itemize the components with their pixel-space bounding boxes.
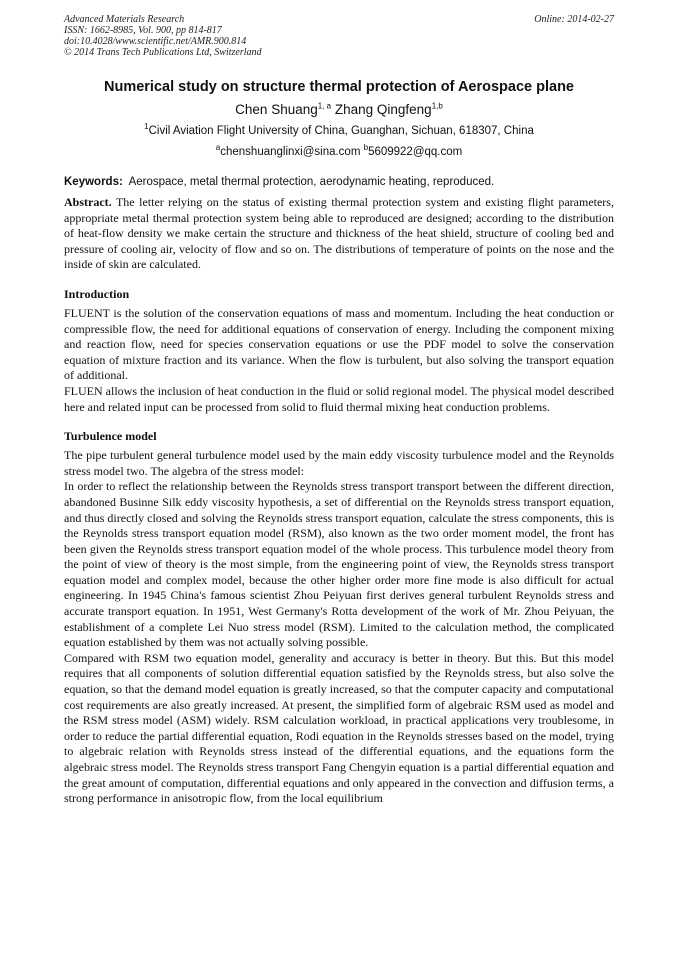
affiliation xyxy=(64,124,614,139)
email-line xyxy=(64,145,614,160)
paragraph: Compared with RSM two equation model, generality and accuracy is better in theory. But this. But this model requires that all components of solution differential equation satisfied by the Reynolds stress, but also solve the equation, so that the demand model equation is greatly increased, so that the computer capacity and computational cost requirements are also greatly increased. At present, the simplified form of algebraic RSM used as model and the RSM stress model (ASM) widely. RSM calculation workload, in practical applications very troublesome, in order to reduce the partial differential equation, Rodi equation in the Reynolds stresses based on the model, trying to algebraic relation with Reynolds stress instead of the differential equations, and the equations form the algebraic stress model. The Reynolds stress transport Fang Chengyin equation is a partial differential equation and the great amount of computation, differential equations and only appeared in the convection and diffusion terms, a strong performance in anisotropic flow, from the local equilibrium xyxy=(64,650,614,806)
author-superscript: 1,b xyxy=(431,101,443,111)
doi-line: doi:10.4028/www.scientific.net/AMR.900.814 xyxy=(64,36,247,47)
issn-line: ISSN: 1662-8985, Vol. 900, pp 814-817 xyxy=(64,25,222,36)
online-date: Online: 2014-02-27 xyxy=(534,14,614,25)
author-name: Zhang Qingfeng xyxy=(334,102,432,117)
email-superscript: b xyxy=(363,143,369,153)
author-name: Chen Shuang xyxy=(235,102,318,117)
keywords-text: Aerospace, metal thermal protection, aerodynamic heating, reproduced. xyxy=(128,176,495,188)
abstract xyxy=(64,195,614,273)
paper-title: Numerical study on structure thermal protection of Aerospace plane xyxy=(103,79,574,95)
email-address: 5609922@qq.com xyxy=(368,146,463,158)
email-address: chenshuanglinxi@sina.com xyxy=(220,146,361,158)
section-heading-introduction: Introduction xyxy=(64,286,130,301)
email-superscript: a xyxy=(215,143,221,153)
journal-name: Advanced Materials Research xyxy=(64,14,185,25)
journal-header xyxy=(64,14,614,58)
affiliation-text: Civil Aviation Flight University of China, Guanghan, Sichuan, 618307, China xyxy=(148,125,534,137)
keywords-label: Keywords: xyxy=(64,176,123,188)
keywords-section xyxy=(64,175,614,190)
section-heading-turbulence: Turbulence model xyxy=(64,429,157,444)
paragraph: FLUEN allows the inclusion of heat conduction in the fluid or solid regional model. The physical model described here and related input can be processed from solid to fluid thermal mixing heat conduction problems. xyxy=(64,383,614,414)
author-superscript: 1, a xyxy=(317,101,332,111)
paragraph: FLUENT is the solution of the conservation equations of mass and momentum. Including the heat conduction or compressible flow, the need for additional equations of conservation of energy. Including the component mixing and reaction flow, need for species conservation equations or use the PDF model to solve the conservation equation of mixture fraction and its variance. When the flow is turbulent, but also solving the transport equation of additional. xyxy=(64,305,614,383)
copyright-line: © 2014 Trans Tech Publications Ltd, Switzerland xyxy=(64,47,262,58)
abstract-label: Abstract. xyxy=(64,195,112,209)
affiliation-superscript: 1 xyxy=(144,122,149,132)
paragraph: The pipe turbulent general turbulence model used by the main eddy viscosity turbulence model and the Reynolds stress model two. The algebra of the stress model: xyxy=(64,448,614,478)
abstract-text: The letter relying on the status of existing thermal protection system and existing flight parameters, appropriate metal thermal protection system being able to reproduced are designed; according to the distribution of heat-flow density we make certain the structure and thickness of the heat shield, structure of cooling bed and pressure of cooling air, velocity of flow and so on. The distributions of temperature of points on the nose and the inside of skin are calculated. xyxy=(64,195,614,272)
author-line xyxy=(64,101,614,118)
paragraph: In order to reflect the relationship between the Reynolds stress transport transport between the different direction, abandoned Businne Silk eddy viscosity hypothesis, a set of differential on the Reynolds stress transport equation, and thus directly closed and solving the Reynolds stress transport equation, calculate the stress components, this is the Reynolds stress transport equation model (RSM), also known as the two order moment model, the front has been given the Reynolds stress transport equation model of the whole process. This turbulence model theory from the point of view of theory is the most simple, from the engineering point of view, the Reynolds stress transport equation model and complex model, because the other higher order more fine mode is also difficult for actual engineering. In 1945 China's famous scientist Zhou Peiyuan first derives general turbulent Reynolds stress and accurate transport equation. In 1951, West Germany's Rotta development of the work of Mr. Zhou Peiyuan, the establishment of a complete Lei Nuo stress model (RSM). Limited to the calculation method, the complicated equation established by them was not actually solving possible. xyxy=(64,479,614,650)
